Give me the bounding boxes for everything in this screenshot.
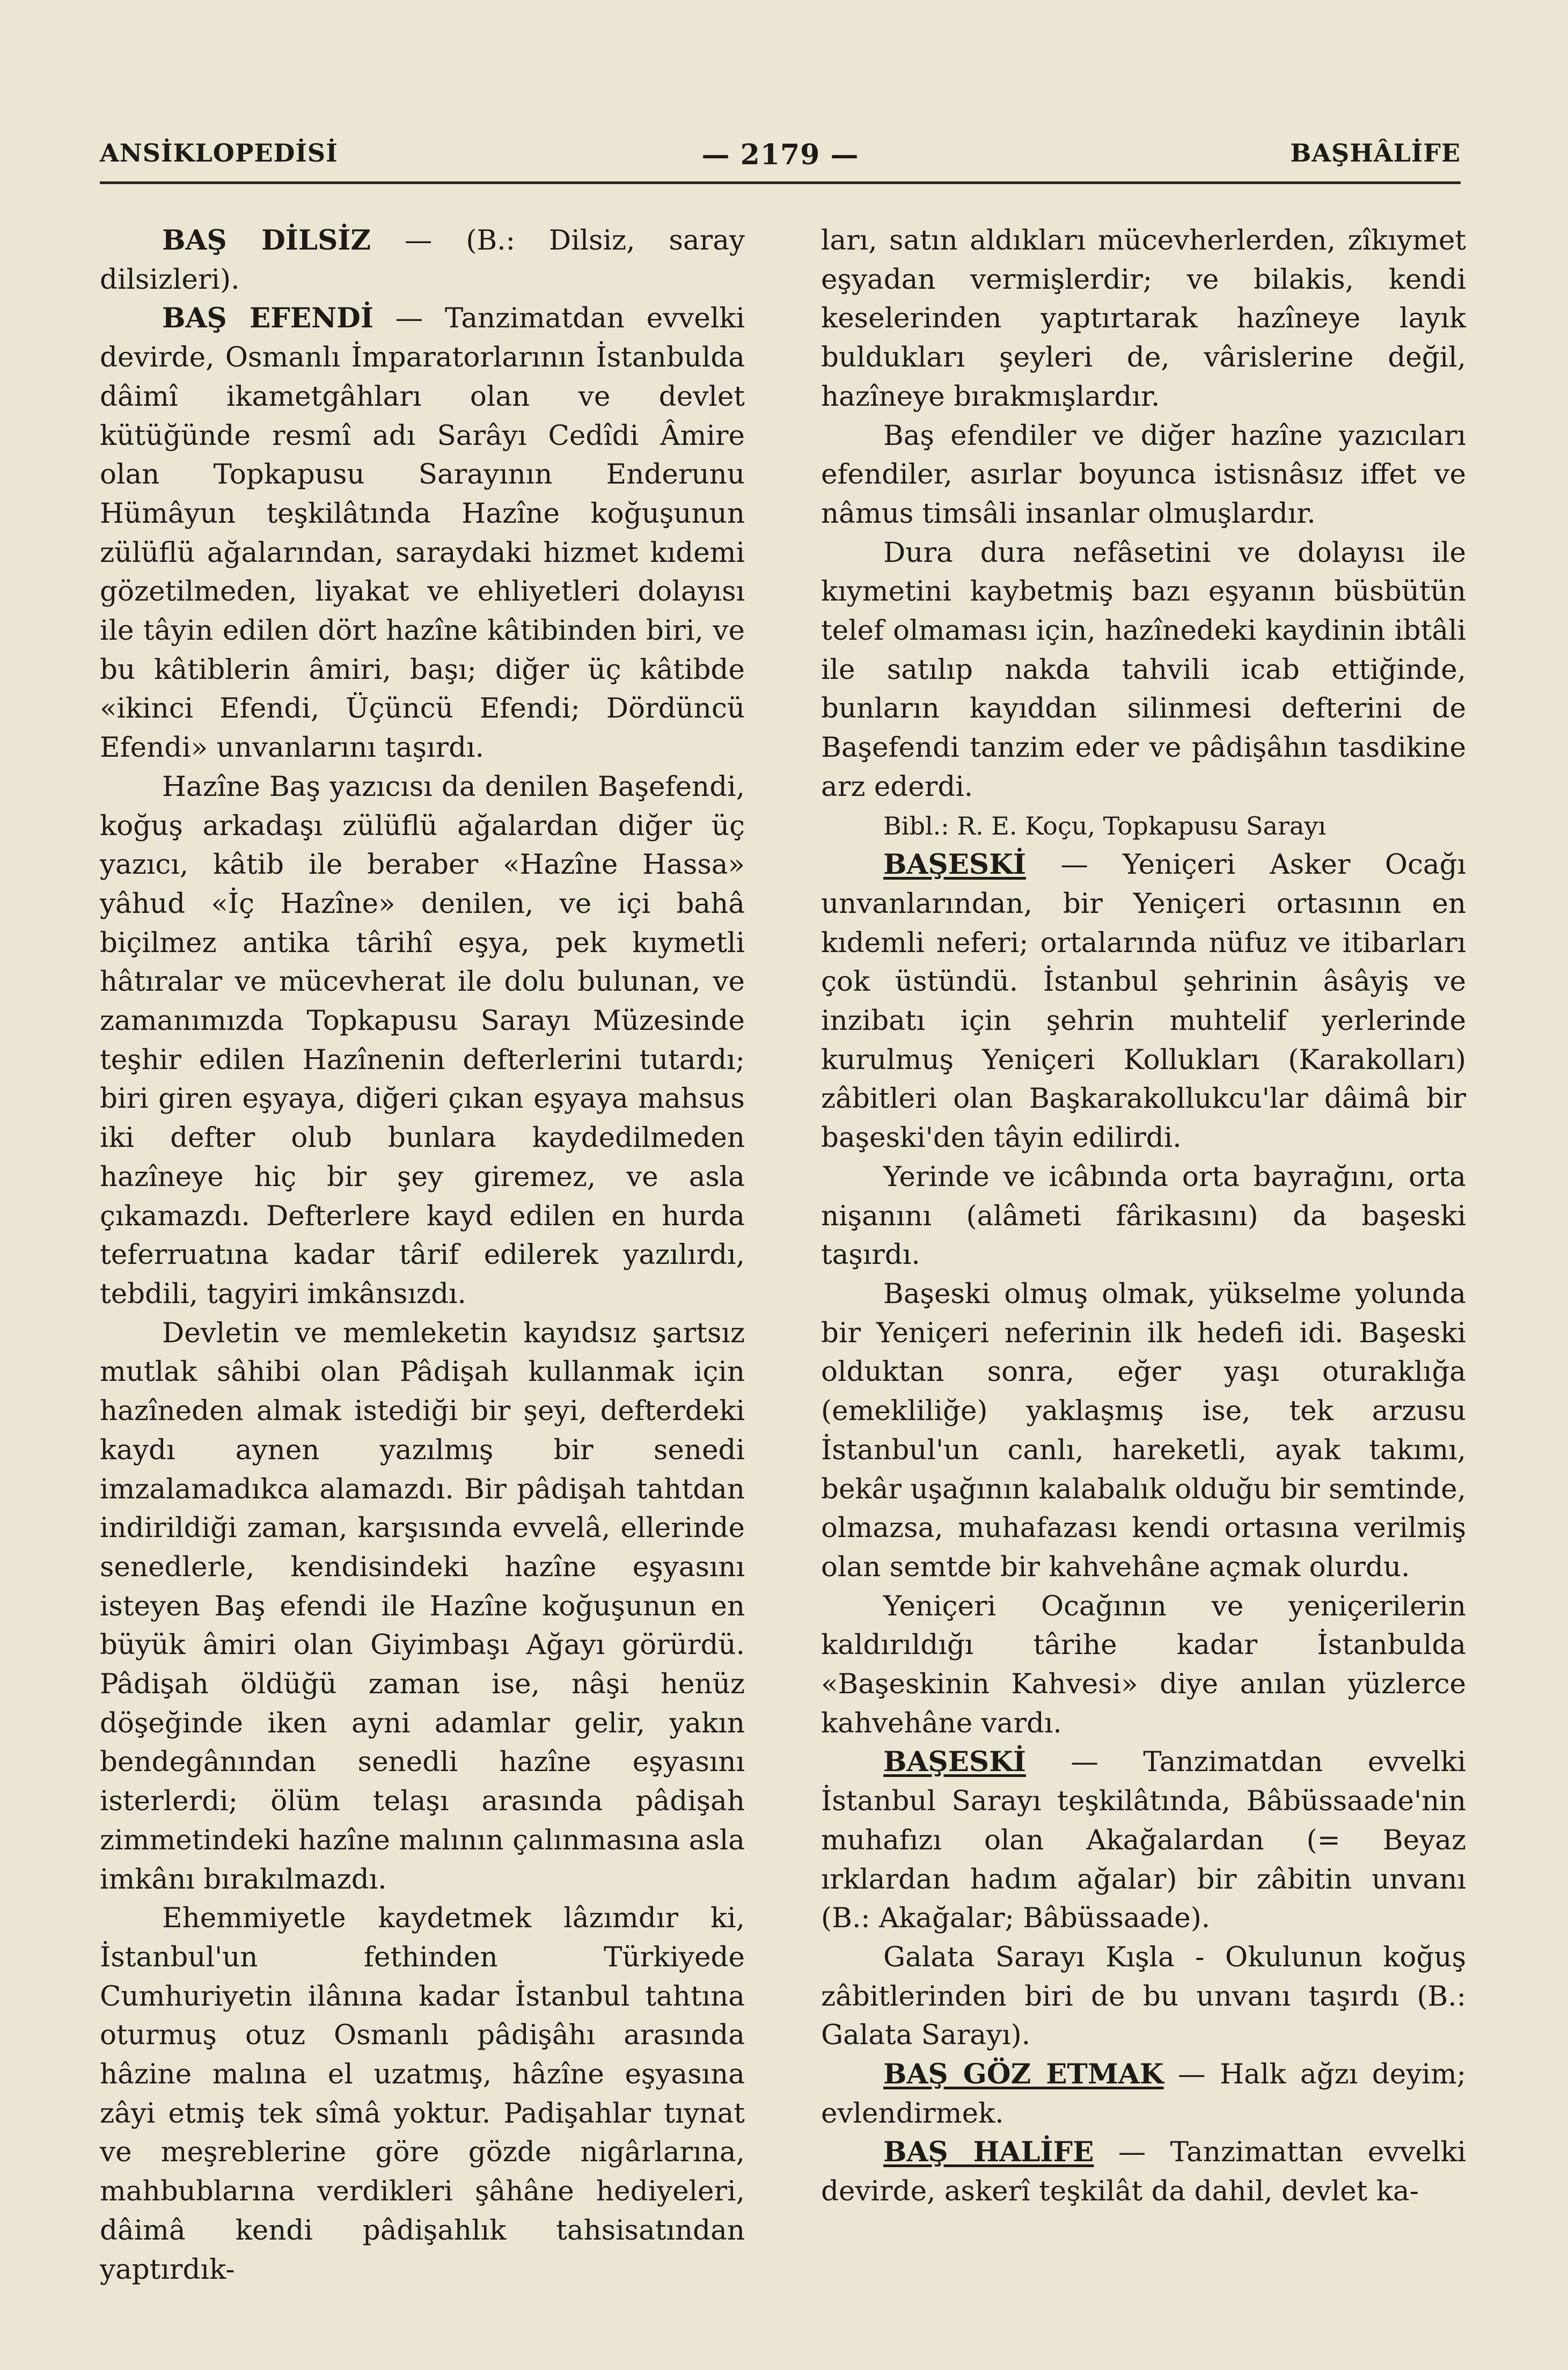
paragraph [821,2055,1466,2133]
paragraph [100,299,745,767]
header-rule [100,181,1461,184]
entry-headword: BAŞ DİLSİZ [162,224,371,257]
entry-headword: BAŞ EFENDİ [162,302,373,335]
paragraph [100,767,745,1314]
paragraph [821,1587,1466,1743]
paragraph [821,1938,1466,2055]
paragraph-text: Ehemmiyetle kaydetmek lâzımdır ki, İstanbul'un fethinden Türkiyede Cumhuriyetin ilânına kadar İstanbul tahtına oturmuş otuz Osmanlı pâdişâhı arasında hâzine malına el uzatmış, hâzîne eşyasına zâyi etmiş tek sîmâ yoktur. Padişahlar tıynat ve meşreblerine göre gözde nigârlarına, mahbublarına verdikleri şâhâne hediyeleri, dâimâ kendi pâdişahlık tahsisatından yaptırdık- [100,1902,745,2286]
page-number: — 2179 — [701,138,859,171]
header-right: BAŞHÂLİFE [1290,138,1461,167]
paragraph-text: — Halk ağzı deyim; evlendirmek. [821,2058,1467,2130]
paragraph-text: — (B.: Dilsiz, saray dilsizleri). [100,224,745,296]
paragraph [100,1899,745,2289]
entry-headword: BAŞESKİ [883,848,1026,881]
paragraph-text: Yeniçeri Ocağının ve yeniçerilerin kaldırıldığı târihe kadar İstanbulda «Başeskinin Kahvesi» diye anılan yüzlerce kahvehâne vardı. [821,1590,1466,1739]
paragraph-text: — Tanzimatdan evvelki İstanbul Sarayı teşkilâtında, Bâbüssaade'nin muhafızı olan Akağalardan (= Beyaz ırklardan hadım ağalar) bir zâbitin unvanı (B.: Akağalar; Bâbüssaade). [821,1746,1466,1935]
paragraph [821,416,1466,533]
paragraph-text: Baş efendiler ve diğer hazîne yazıcıları efendiler, asırlar boyunca istisnâsız iffet ve nâmus timsâli insanlar olmuşlardır. [821,419,1466,530]
paragraph-text: — Tanzimattan evvelki devirde, askerî teşkilât da dahil, devlet ka- [821,2136,1466,2208]
paragraph [821,1275,1466,1587]
paragraph-text: Yerinde ve icâbında orta bayrağını, orta nişanını (alâmeti fârikasını) da başeski taşırdı. [821,1160,1466,1271]
paragraph [821,533,1466,807]
left-column [100,221,745,2289]
paragraph-text: Devletin ve memleketin kayıdsız şartsız mutlak sâhibi olan Pâdişah kullanmak için hazîneden almak istediği bir şeyi, defterdeki kaydı aynen yazılmış bir senedi imzalamadıkca alamazdı. Bir pâdişah tahtdan indirildiği zaman, karşısında evvelâ, ellerinde senedlerle, kendisindeki hazîne eşyasını isteyen Baş efendi ile Hazîne koğuşunun en büyük âmiri olan Giyimbaşı Ağayı görürdü. Pâdişah öldüğü zaman ise, nâşi henüz döşeğinde iken ayni adamlar gelir, yakın bendegânından senedli hazîne eşyasını isterlerdi; ölüm telaşı arasında pâdişah zimmetindeki hazîne malının çalınmasına asla imkânı bırakılmazdı. [100,1316,745,1896]
entry-headword: BAŞ GÖZ ETMAK [883,2058,1164,2091]
paragraph [821,2133,1466,2211]
paragraph-text: Dura dura nefâsetini ve dolayısı ile kıymetini kaybetmiş bazı eşyanın büsbütün telef olmaması için, hazînedeki kaydinin ibtâli ile satılıp nakda tahvili icab ettiğinde, bunların kayıddan silinmesi defterini de Başefendi tanzim eder ve pâdişâhın tasdikine arz ederdi. [821,536,1466,803]
paragraph [100,1314,745,1899]
paragraph [821,807,1466,846]
header-left: ANSİKLOPEDİSİ [100,138,338,167]
paragraph-text: — Tanzimatdan evvelki devirde, Osmanlı İmparatorlarının İstanbulda dâimî ikametgâhları olan ve devlet kütüğünde resmî adı Sarâyı Cedîdi Âmire olan Topkapusu Sarayının Enderunu Hümâyun teşkilâtında Hazîne koğuşunun zülüflü ağalarından, saraydaki hizmet kıdemi gözetilmeden, liyakat ve ehliyetleri dolayısı ile tâyin edilen dört hazîne kâtibinden biri, ve bu kâtiblerin âmiri, başı; diğer üç kâtibde «ikinci Efendi, Üçüncü Efendi; Dördüncü Efendi» unvanlarını taşırdı. [100,302,745,764]
paragraph [821,221,1466,416]
paragraph-text: ları, satın aldıkları mücevherlerden, zîkıymet eşyadan vermişlerdir; ve bilakis, kendi keselerinden yaptırtarak hazîneye layık buldukları şeyleri de, vârislerine değil, hazîneye bırakmışlardır. [821,224,1466,413]
right-column [821,221,1466,2211]
paragraph-text: Başeski olmuş olmak, yükselme yolunda bir Yeniçeri neferinin ilk hedefi idi. Başeski olduktan sonra, eğer yaşı oturaklığa (emekliliğe) yaklaşmış ise, tek arzusu İstanbul'un canlı, hareketli, ayak takımı, bekâr uşağının kalabalık olduğu bir semtinde, olmazsa, muhafazası kendi ortasına verilmiş olan semtde bir kahvehâne açmak olurdu. [821,1277,1466,1583]
entry-headword: BAŞESKİ [883,1746,1026,1779]
running-header [100,138,1461,187]
entry-headword: BAŞ HALİFE [883,2136,1094,2169]
paragraph-text: — Yeniçeri Asker Ocağı unvanlarından, bir Yeniçeri ortasının en kıdemli neferi; ortalarında nüfuz ve itibarları çok üstündü. İstanbul şehrinin âsâyiş ve inzibatı için şehrin muhtelif yerlerinde kurulmuş Yeniçeri Kollukları (Karakolları) zâbitleri olan Başkarakollukcu'lar dâimâ bir başeski'den tâyin edilirdi. [821,848,1466,1154]
paragraph [821,1743,1466,1938]
paragraph [821,845,1466,1158]
paragraph-text: Bibl.: R. E. Koçu, Topkapusu Sarayı [883,811,1327,840]
paragraph-text: Galata Sarayı Kışla - Okulunun koğuş zâbitlerinden biri de bu unvanı taşırdı (B.: Galata Sarayı). [821,1941,1466,2052]
paragraph [100,221,745,299]
paragraph [821,1158,1466,1275]
paragraph-text: Hazîne Baş yazıcısı da denilen Başefendi, koğuş arkadaşı zülüflü ağalardan diğer üç yazıcı, kâtib ile beraber «Hazîne Hassa» yâhud «İç Hazîne» denilen, ve içi bahâ biçilmez antika târihî eşya, pek kıymetli hâtıralar ve mücevherat ile dolu bulunan, ve zamanımızda Topkapusu Sarayı Müzesinde teşhir edilen Hazînenin defterlerini tutardı; biri giren eşyaya, diğeri çıkan eşyaya mahsus iki defter olub bunlara kaydedilmeden hazîneye hiç bir şey giremez, ve asla çıkamazdı. Defterlere kayd edilen en hurda teferruatına kadar târif edilerek yazılırdı, tebdili, tagyiri imkânsızdı. [100,770,745,1310]
